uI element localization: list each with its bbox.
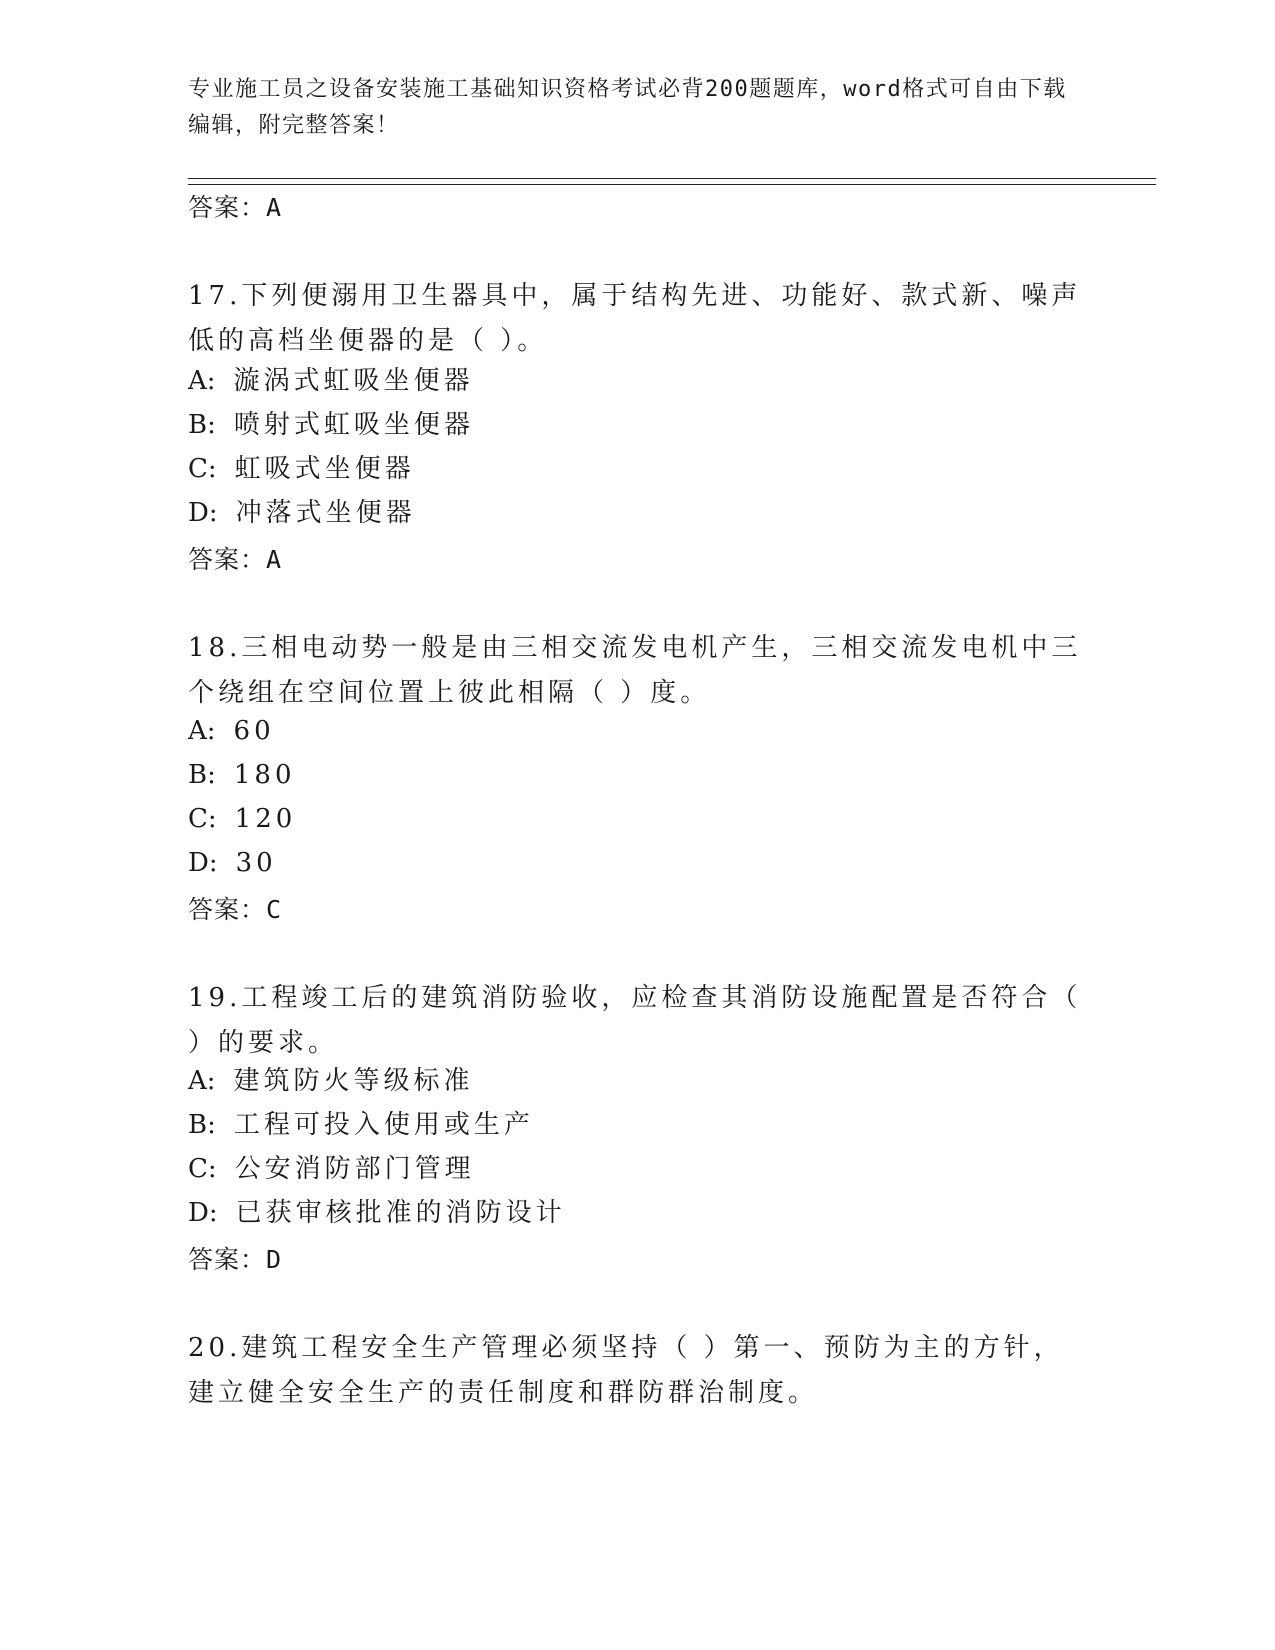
option-a: [188, 714, 275, 748]
option-letter: D: [188, 1198, 209, 1228]
answer-value: C: [266, 895, 283, 924]
option-text: 60: [233, 716, 275, 746]
option-separator: :: [206, 366, 220, 396]
option-text: 虹吸式坐便器: [234, 454, 415, 484]
option-letter: A: [188, 716, 207, 746]
question-text: 17.下列便溺用卫生器具中，属于结构先进、功能好、款式新、噪声低的高档坐便器的是（ ）。: [188, 281, 1082, 356]
option-text: 120: [234, 804, 297, 834]
option-letter: B: [188, 410, 208, 440]
option-separator: :: [207, 1154, 221, 1184]
option-d: [188, 496, 416, 530]
option-c: [188, 452, 415, 486]
option-letter: D: [188, 498, 209, 528]
answer-line: [188, 188, 282, 224]
option-d: [188, 846, 277, 880]
option-separator: :: [207, 760, 220, 790]
option-separator: :: [207, 410, 220, 440]
option-letter: A: [188, 366, 207, 396]
option-c: [188, 1152, 475, 1186]
option-letter: C: [188, 1154, 208, 1184]
option-separator: :: [206, 716, 220, 746]
option-text: 30: [235, 848, 277, 878]
answer-value: A: [266, 193, 283, 222]
answer-label: 答案：: [188, 895, 267, 924]
answer-label: 答案：: [188, 1245, 267, 1274]
option-separator: :: [207, 1110, 220, 1140]
option-text: 建筑防火等级标准: [233, 1066, 474, 1096]
option-text: 冲落式坐便器: [235, 498, 416, 528]
option-separator: :: [208, 498, 222, 528]
question-text: 20.建筑工程安全生产管理必须坚持（ ）第一、预防为主的方针，建立健全安全生产的责任制度和群防群治制度。: [188, 1333, 1064, 1408]
answer-label: 答案：: [188, 545, 267, 574]
answer-line: [188, 540, 282, 576]
answer-value: A: [266, 545, 283, 574]
question-text: 18.三相电动势一般是由三相交流发电机产生，三相交流发电机中三个绕组在空间位置上彼此相隔（ ）度。: [188, 633, 1082, 708]
option-text: 已获审核批准的消防设计: [235, 1198, 566, 1228]
option-separator: :: [207, 804, 221, 834]
option-d: [188, 1196, 566, 1230]
option-b: [188, 758, 296, 792]
option-letter: B: [188, 1110, 208, 1140]
option-c: [188, 802, 296, 836]
option-text: 180: [233, 760, 296, 790]
option-letter: B: [188, 760, 208, 790]
question-text: 19.工程竣工后的建筑消防验收，应检查其消防设施配置是否符合（ ）的要求。: [188, 983, 1082, 1058]
option-letter: C: [188, 804, 208, 834]
option-separator: :: [208, 1198, 222, 1228]
option-text: 公安消防部门管理: [234, 1154, 475, 1184]
option-text: 工程可投入使用或生产: [233, 1110, 534, 1140]
answer-line: [188, 890, 282, 926]
option-text: 喷射式虹吸坐便器: [233, 410, 474, 440]
option-b: [188, 1108, 534, 1142]
option-letter: D: [188, 848, 209, 878]
option-a: [188, 1064, 474, 1098]
option-separator: :: [208, 848, 222, 878]
answer-line: [188, 1240, 282, 1276]
option-text: 漩涡式虹吸坐便器: [233, 366, 474, 396]
answer-value: D: [266, 1245, 283, 1274]
header-divider-secondary: [188, 184, 1156, 185]
option-separator: :: [207, 454, 221, 484]
option-a: [188, 364, 474, 398]
option-b: [188, 408, 474, 442]
option-letter: C: [188, 454, 208, 484]
option-separator: :: [206, 1066, 220, 1096]
answer-label: 答案：: [188, 193, 267, 222]
header-divider: [188, 178, 1156, 179]
page-header: 专业施工员之设备安装施工基础知识资格考试必背200题题库，word格式可自由下载编辑，附完整答案！: [188, 77, 1067, 138]
option-letter: A: [188, 1066, 207, 1096]
